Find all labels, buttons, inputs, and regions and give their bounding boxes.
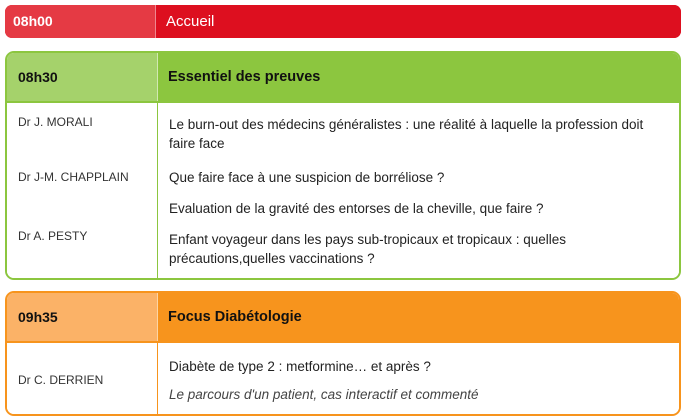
talk-column [158,343,679,416]
accueil-time: 08h00 [5,5,155,38]
accueil-row [5,5,681,38]
session-title: Essentiel des preuves [157,53,679,101]
session-body [7,341,679,416]
talk-subtitle: Le parcours d'un patient, cas interactif et commenté [169,387,479,402]
speaker-column [7,103,158,280]
session-header [7,293,679,341]
accueil-title: Accueil [155,5,681,38]
session-header [7,53,679,101]
talk-column [158,103,679,280]
session-essentiel [5,51,681,280]
session-time: 08h30 [7,53,157,101]
speaker-name: Dr A. PESTY [18,229,88,243]
talk-title: Enfant voyageur dans les pays sub-tropicaux et tropicaux : quelles précautions,quelles vaccinations ? [169,232,566,266]
talk-title: Le burn-out des médecins généralistes : une réalité à laquelle la profession doit faire face [169,117,644,151]
talk-title: Diabète de type 2 : metformine… et après ? [169,359,431,374]
speaker-name: Dr C. DERRIEN [18,373,104,387]
session-time: 09h35 [7,293,157,341]
speaker-column [7,343,158,416]
talk-title: Que faire face à une suspicion de borréliose ? [169,170,445,185]
speaker-name: Dr J. MORALI [18,115,93,129]
session-diabetologie [5,291,681,416]
session-title: Focus Diabétologie [157,293,679,341]
speaker-name: Dr J-M. CHAPPLAIN [18,170,129,184]
talk-title: Evaluation de la gravité des entorses de la cheville, que faire ? [169,201,544,216]
session-body [7,101,679,280]
